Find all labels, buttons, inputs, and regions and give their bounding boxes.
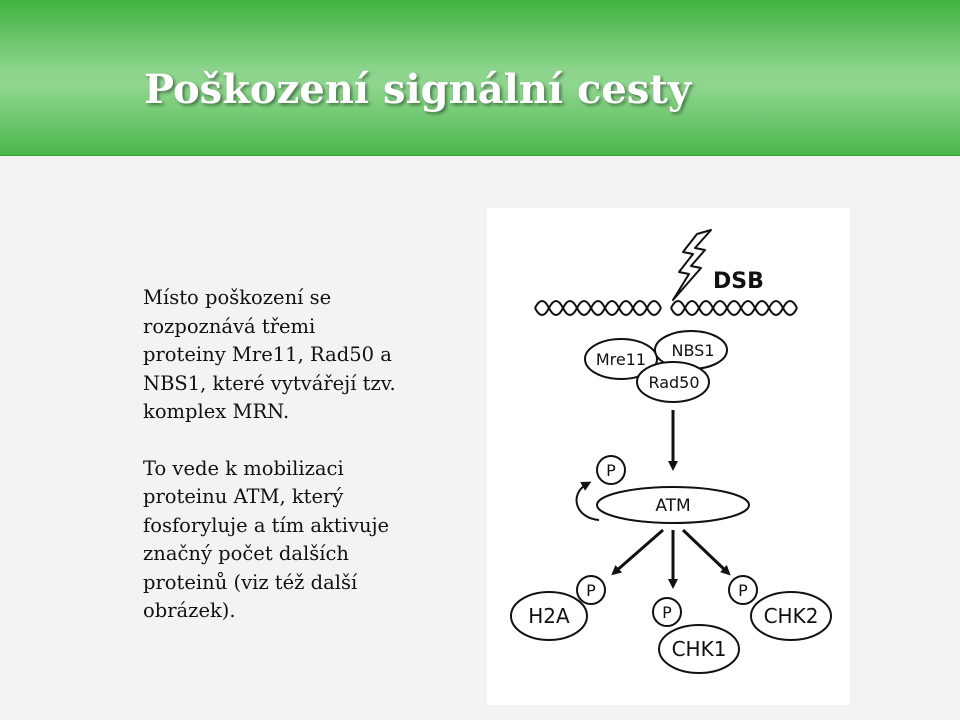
dna-helix [535, 301, 797, 315]
h2a-p-label: P [586, 581, 596, 600]
atm-label: ATM [655, 496, 691, 516]
chk1-label: CHK1 [671, 637, 727, 661]
body-text [143, 284, 403, 654]
rad50-label: Rad50 [648, 373, 700, 392]
page-title: Poškození signální cesty [144, 66, 692, 113]
chk2-label: CHK2 [763, 604, 819, 628]
paragraph-1: Místo poškození se rozpoznává třemi proteiny Mre11, Rad50 a NBS1, které vytvářejí tzv. komplex MRN. [143, 286, 396, 423]
mre11-label: Mre11 [595, 350, 647, 369]
chk1-p-label: P [662, 603, 672, 622]
lightning-icon [673, 230, 711, 300]
chk2-p-label: P [738, 581, 748, 600]
autophosphorylation-arrow [577, 484, 599, 520]
atm-p-label: P [606, 461, 616, 480]
arrow-atm-to-chk2 [683, 530, 727, 572]
arrow-atm-to-h2a [615, 530, 663, 572]
signaling-diagram [487, 208, 850, 705]
dsb-label: DSB [713, 269, 764, 294]
paragraph-2: To vede k mobilizaci proteinu ATM, který fosforyluje a tím aktivuje značný počet dalších proteinů (viz též další obrázek). [143, 456, 390, 622]
h2a-label: H2A [528, 604, 570, 628]
nbs1-label: NBS1 [671, 341, 715, 360]
